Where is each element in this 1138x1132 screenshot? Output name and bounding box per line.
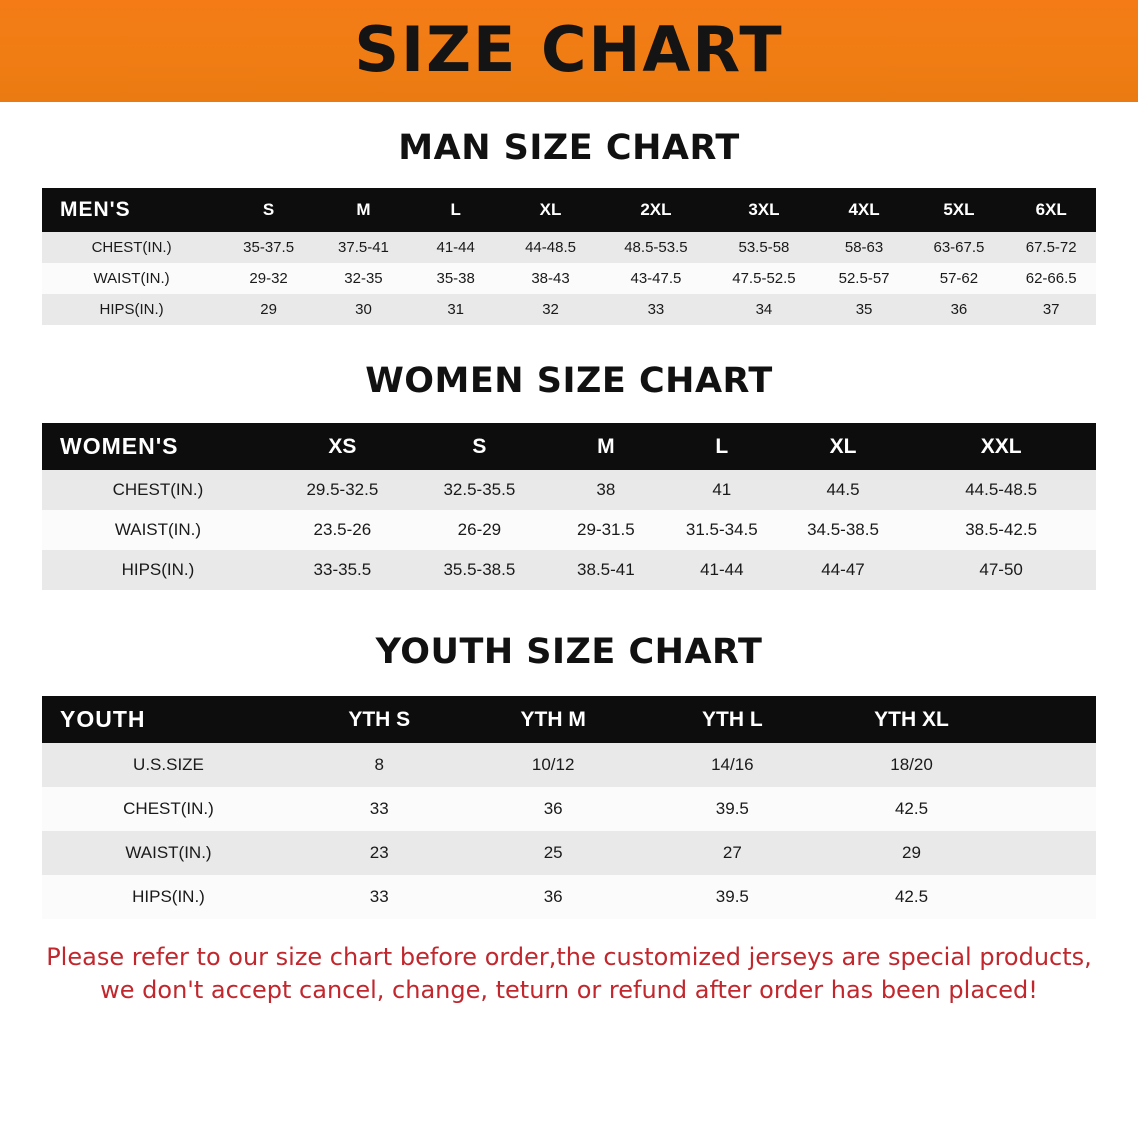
- table-row: [42, 875, 1096, 919]
- women-header-cell: L: [715, 434, 729, 458]
- youth-cell: 42.5: [822, 875, 1001, 919]
- men-cell: 37.5-41: [316, 232, 411, 263]
- youth-header-cell: YTH XL: [874, 707, 949, 731]
- women-cell: 33-35.5: [274, 550, 411, 590]
- men-cell: 52.5-57: [817, 263, 912, 294]
- men-header-cell: 5XL: [943, 200, 975, 219]
- men-cell: 48.5-53.5: [601, 232, 712, 263]
- women-header-cell: XL: [829, 434, 857, 458]
- men-header-cell: 4XL: [848, 200, 880, 219]
- women-header-cell: M: [597, 434, 615, 458]
- men-header-cell: L: [450, 200, 461, 219]
- men-header-cell: 6XL: [1035, 200, 1067, 219]
- men-cell: 35: [817, 294, 912, 325]
- table-row: [42, 232, 1096, 263]
- men-header-cell: 3XL: [748, 200, 780, 219]
- women-header-cell: WOMEN'S: [60, 433, 179, 459]
- youth-cell: 27: [643, 831, 822, 875]
- women-row-label: WAIST(IN.): [42, 510, 274, 550]
- men-header-cell: 2XL: [640, 200, 672, 219]
- women-cell: 38.5-42.5: [906, 510, 1096, 550]
- women-cell: 31.5-34.5: [664, 510, 780, 550]
- youth-cell: 42.5: [822, 787, 1001, 831]
- women-cell: 38.5-41: [548, 550, 664, 590]
- women-cell: 35.5-38.5: [411, 550, 548, 590]
- youth-cell: 36: [464, 875, 643, 919]
- table-row: [42, 294, 1096, 325]
- youth-cell-spacer: [1001, 875, 1096, 919]
- youth-cell-spacer: [1001, 787, 1096, 831]
- men-row-label: WAIST(IN.): [42, 263, 221, 294]
- men-cell: 32: [500, 294, 600, 325]
- men-cell: 37: [1006, 294, 1096, 325]
- women-cell: 23.5-26: [274, 510, 411, 550]
- disclaimer-line-2: we don't accept cancel, change, teturn or refund after order has been placed!: [100, 976, 1038, 1005]
- youth-cell: 23: [295, 831, 464, 875]
- youth-cell: 39.5: [643, 875, 822, 919]
- youth-table-header: [42, 696, 1096, 743]
- men-cell: 53.5-58: [711, 232, 816, 263]
- youth-header-cell: YTH S: [348, 707, 411, 731]
- men-table-header: [42, 188, 1096, 232]
- table-row: [42, 787, 1096, 831]
- youth-cell: 18/20: [822, 743, 1001, 787]
- men-cell: 34: [711, 294, 816, 325]
- men-cell: 31: [411, 294, 501, 325]
- men-row-label: CHEST(IN.): [42, 232, 221, 263]
- man-table-wrapper: [42, 188, 1096, 325]
- women-cell: 44.5: [780, 470, 906, 510]
- youth-cell: 33: [295, 787, 464, 831]
- table-row: [42, 510, 1096, 550]
- men-cell: 67.5-72: [1006, 232, 1096, 263]
- table-row: [42, 831, 1096, 875]
- banner-title: SIZE CHART: [354, 13, 784, 86]
- disclaimer-line-1: Please refer to our size chart before order,the customized jerseys are special products,: [46, 943, 1092, 971]
- men-cell: 35-37.5: [221, 232, 316, 263]
- youth-row-label: WAIST(IN.): [42, 831, 295, 875]
- men-cell: 38-43: [500, 263, 600, 294]
- youth-header-spacer: [1001, 696, 1096, 743]
- men-header-cell: XL: [539, 200, 562, 219]
- women-row-label: CHEST(IN.): [42, 470, 274, 510]
- youth-cell-spacer: [1001, 831, 1096, 875]
- women-cell: 41: [664, 470, 780, 510]
- men-cell: 36: [912, 294, 1007, 325]
- banner: [0, 0, 1138, 102]
- men-size-table: [42, 188, 1096, 325]
- youth-header-cell: YTH M: [520, 707, 586, 731]
- youth-row-label: CHEST(IN.): [42, 787, 295, 831]
- table-row: [42, 550, 1096, 590]
- men-cell: 33: [601, 294, 712, 325]
- women-cell: 38: [548, 470, 664, 510]
- men-header-cell: S: [262, 200, 275, 219]
- men-cell: 44-48.5: [500, 232, 600, 263]
- men-cell: 29: [221, 294, 316, 325]
- men-cell: 62-66.5: [1006, 263, 1096, 294]
- men-cell: 47.5-52.5: [711, 263, 816, 294]
- women-table-header: [42, 423, 1096, 470]
- youth-row-label: U.S.SIZE: [42, 743, 295, 787]
- youth-header-cell: YOUTH: [60, 706, 146, 732]
- youth-header-cell: YTH L: [702, 707, 763, 731]
- women-cell: 34.5-38.5: [780, 510, 906, 550]
- women-row-label: HIPS(IN.): [42, 550, 274, 590]
- youth-size-table: [42, 696, 1096, 919]
- women-cell: 44-47: [780, 550, 906, 590]
- man-section-title: MAN SIZE CHART: [398, 128, 740, 168]
- women-header-cell: S: [472, 434, 487, 458]
- men-cell: 41-44: [411, 232, 501, 263]
- table-row: [42, 470, 1096, 510]
- youth-section-title: YOUTH SIZE CHART: [375, 632, 763, 672]
- women-cell: 29-31.5: [548, 510, 664, 550]
- women-cell: 41-44: [664, 550, 780, 590]
- youth-cell: 29: [822, 831, 1001, 875]
- men-cell: 32-35: [316, 263, 411, 294]
- women-cell: 26-29: [411, 510, 548, 550]
- men-cell: 35-38: [411, 263, 501, 294]
- youth-cell: 39.5: [643, 787, 822, 831]
- women-cell: 47-50: [906, 550, 1096, 590]
- men-header-cell: M: [356, 200, 371, 219]
- table-row: [42, 743, 1096, 787]
- disclaimer-note: [40, 941, 1098, 1007]
- men-cell: 43-47.5: [601, 263, 712, 294]
- youth-cell: 8: [295, 743, 464, 787]
- men-cell: 58-63: [817, 232, 912, 263]
- youth-cell: 33: [295, 875, 464, 919]
- men-cell: 30: [316, 294, 411, 325]
- men-header-cell: MEN'S: [60, 198, 131, 221]
- youth-row-label: HIPS(IN.): [42, 875, 295, 919]
- youth-cell: 14/16: [643, 743, 822, 787]
- men-cell: 63-67.5: [912, 232, 1007, 263]
- table-row: [42, 263, 1096, 294]
- youth-cell: 10/12: [464, 743, 643, 787]
- youth-cell-spacer: [1001, 743, 1096, 787]
- youth-table-wrapper: [42, 696, 1096, 919]
- women-table-wrapper: [42, 423, 1096, 590]
- women-section-title: WOMEN SIZE CHART: [365, 361, 773, 401]
- women-header-cell: XS: [328, 434, 357, 458]
- men-cell: 57-62: [912, 263, 1007, 294]
- men-row-label: HIPS(IN.): [42, 294, 221, 325]
- women-header-cell: XXL: [980, 434, 1022, 458]
- women-cell: 44.5-48.5: [906, 470, 1096, 510]
- youth-cell: 25: [464, 831, 643, 875]
- women-cell: 29.5-32.5: [274, 470, 411, 510]
- women-cell: 32.5-35.5: [411, 470, 548, 510]
- men-cell: 29-32: [221, 263, 316, 294]
- youth-cell: 36: [464, 787, 643, 831]
- women-size-table: [42, 423, 1096, 590]
